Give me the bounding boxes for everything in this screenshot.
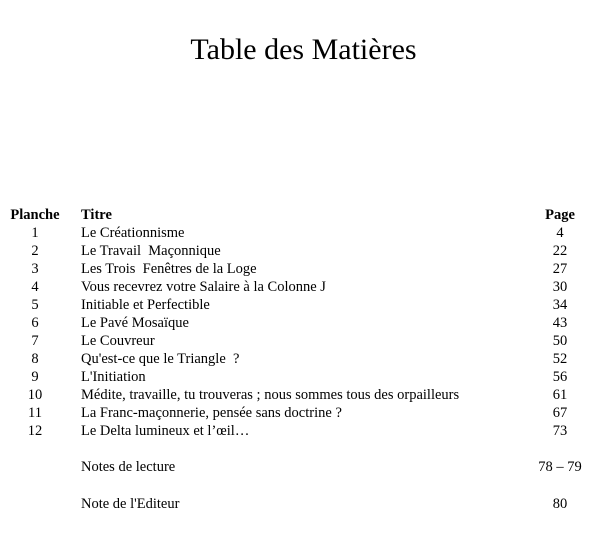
entry-number: 9 xyxy=(31,369,39,385)
entry-title: Le Créationnisme xyxy=(81,225,185,241)
header-planche: Planche xyxy=(10,207,60,223)
entry-title: Le Pavé Mosaïque xyxy=(81,315,189,331)
header-titre: Titre xyxy=(81,207,112,223)
toc-row xyxy=(0,404,615,422)
page-title: Table des Matières xyxy=(190,33,417,66)
toc-row xyxy=(0,296,615,314)
entry-number: 11 xyxy=(28,405,42,421)
entry-title: Qu'est-ce que le Triangle ? xyxy=(81,351,240,367)
entry-page: 34 xyxy=(552,297,568,313)
entry-title: Les Trois Fenêtres de la Loge xyxy=(81,261,257,277)
entry-number: 1 xyxy=(31,225,39,241)
toc-table xyxy=(0,206,615,440)
toc-row xyxy=(0,368,615,386)
header-page: Page xyxy=(545,207,575,223)
entry-number: 4 xyxy=(31,279,39,295)
entry-page: 61 xyxy=(552,387,568,403)
entry-number: 5 xyxy=(31,297,39,313)
entry-title: Médite, travaille, tu trouveras ; nous sommes tous des orpailleurs xyxy=(81,387,460,403)
entry-page: 4 xyxy=(556,225,564,241)
entry-number: 6 xyxy=(31,315,39,331)
entry-page: 30 xyxy=(552,279,568,295)
toc-row xyxy=(0,314,615,332)
entry-page: 73 xyxy=(552,423,568,439)
toc-row xyxy=(0,224,615,242)
entry-title: Vous recevrez votre Salaire à la Colonne J xyxy=(81,279,326,295)
entry-number: 2 xyxy=(31,243,39,259)
toc-row xyxy=(0,332,615,350)
entry-number: 8 xyxy=(31,351,39,367)
notes-de-lecture-row xyxy=(0,458,615,476)
toc-row xyxy=(0,260,615,278)
entry-title: Le Couvreur xyxy=(81,333,155,349)
entry-page: 50 xyxy=(552,333,568,349)
toc-row xyxy=(0,278,615,296)
entry-title: La Franc-maçonnerie, pensée sans doctrine ? xyxy=(81,405,342,421)
entry-page: 67 xyxy=(552,405,568,421)
entry-page: 22 xyxy=(552,243,568,259)
entry-number: 10 xyxy=(27,387,43,403)
entry-title: Le Travail Maçonnique xyxy=(81,243,221,259)
extra-page: 80 xyxy=(552,496,568,512)
entry-page: 43 xyxy=(552,315,568,331)
entry-title: Le Delta lumineux et l’œil… xyxy=(81,423,250,439)
toc-row xyxy=(0,386,615,404)
toc-row xyxy=(0,242,615,260)
entry-title: Initiable et Perfectible xyxy=(81,297,210,313)
extra-title: Note de l'Editeur xyxy=(81,496,180,512)
entry-page: 27 xyxy=(552,261,568,277)
entry-page: 52 xyxy=(552,351,568,367)
extra-title: Notes de lecture xyxy=(81,459,176,475)
extra-page: 78 – 79 xyxy=(538,459,582,475)
note-editeur-row xyxy=(0,495,615,513)
entry-number: 12 xyxy=(27,423,43,439)
toc-header-row xyxy=(0,206,615,224)
entry-number: 3 xyxy=(31,261,39,277)
toc-row xyxy=(0,350,615,368)
entry-page: 56 xyxy=(552,369,568,385)
entry-title: L'Initiation xyxy=(81,369,146,385)
toc-row xyxy=(0,422,615,440)
entry-number: 7 xyxy=(31,333,39,349)
